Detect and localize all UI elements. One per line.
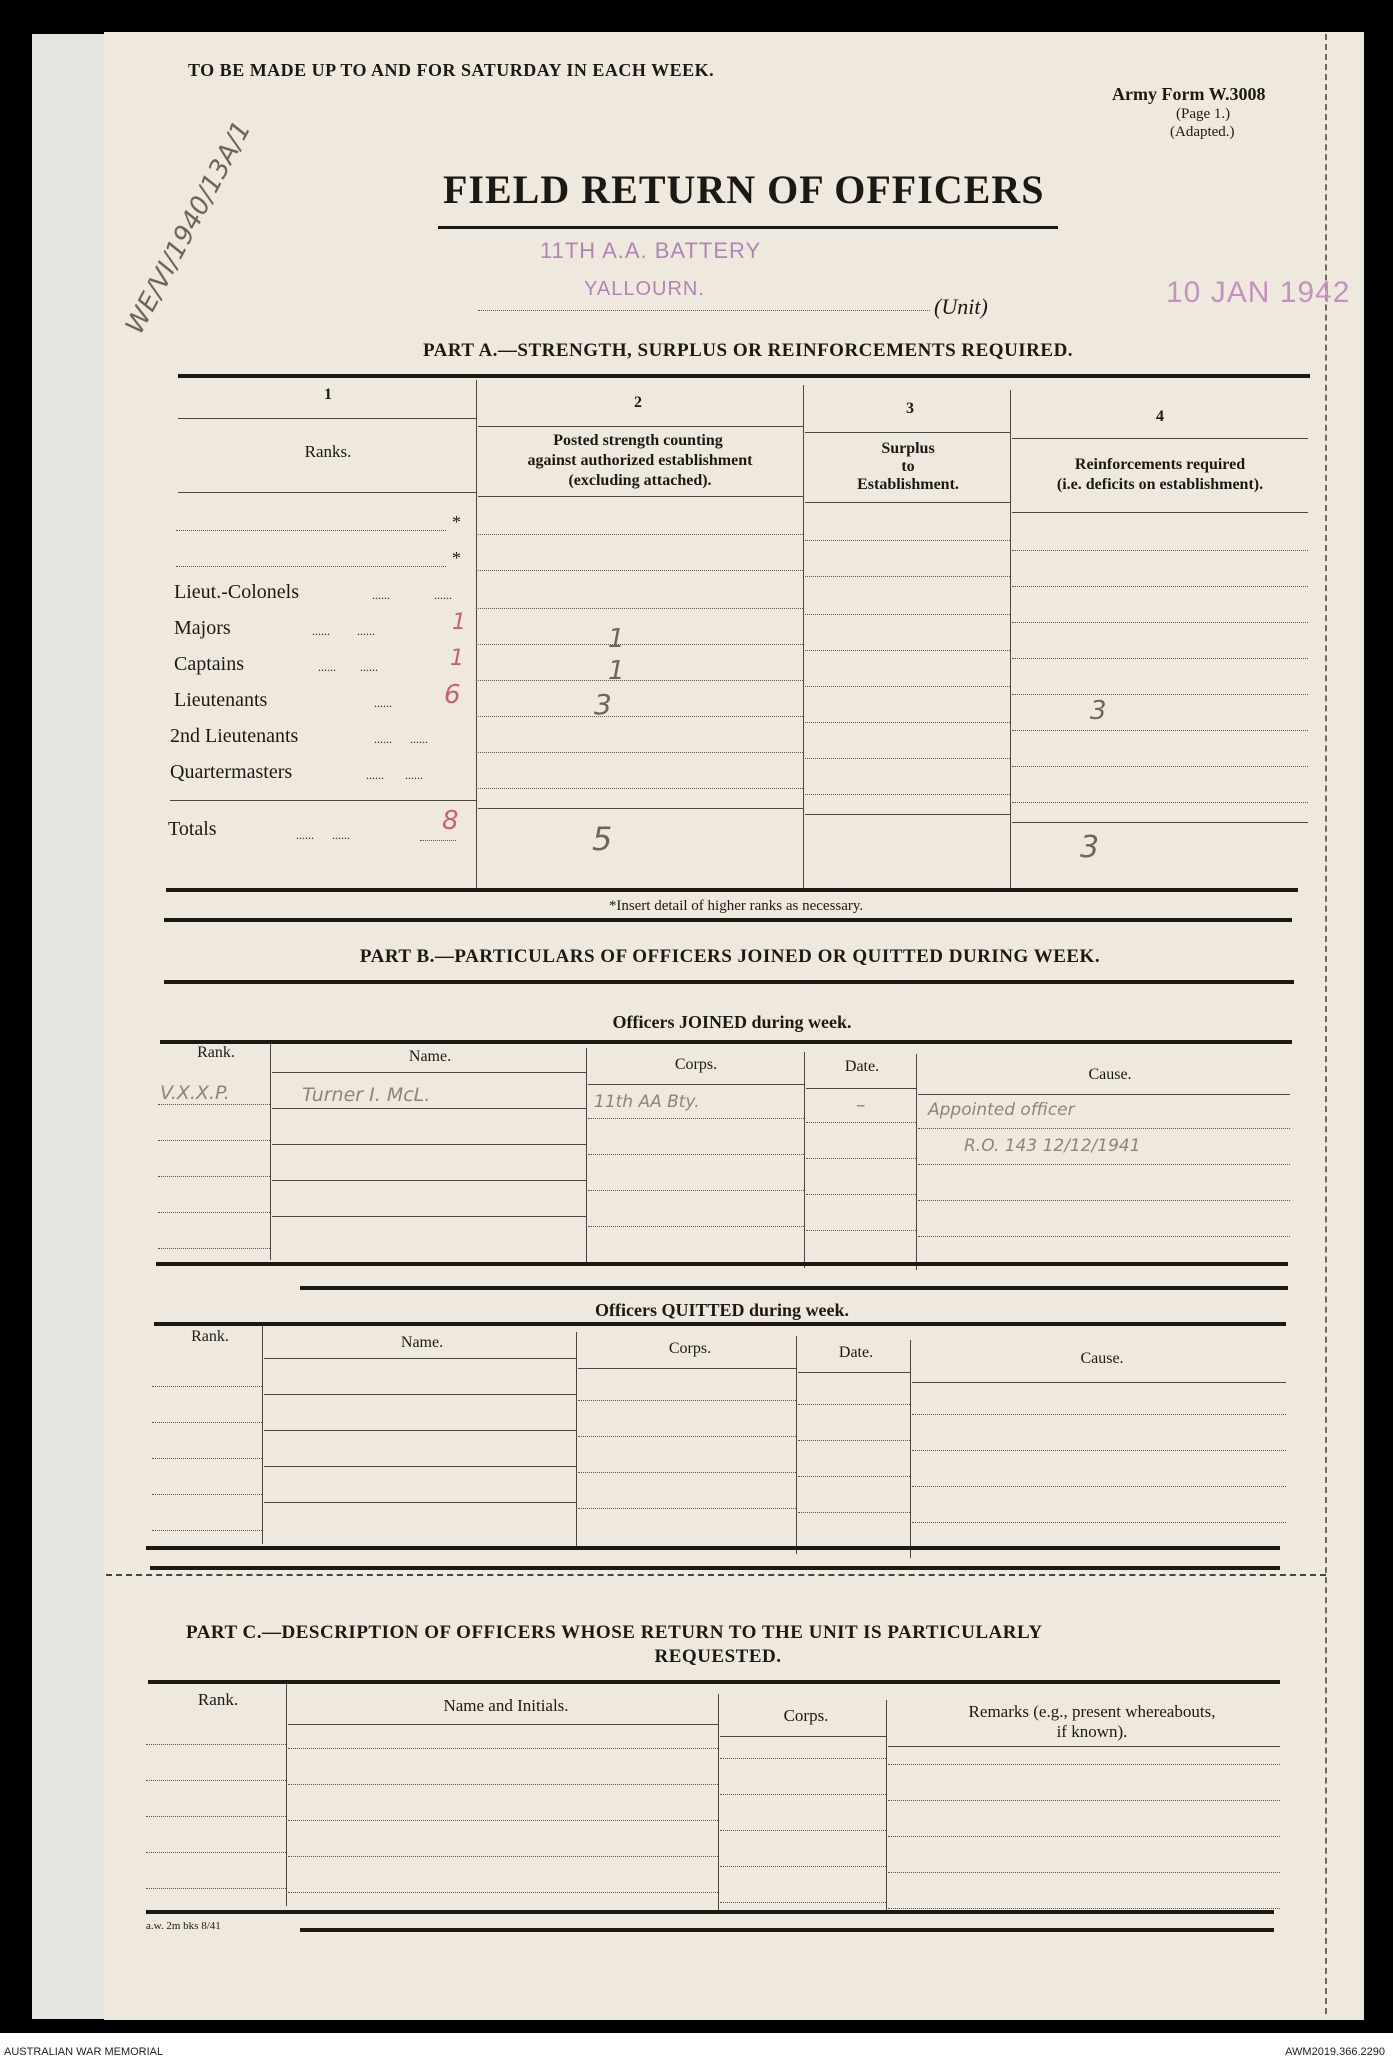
instruction-text: TO BE MADE UP TO AND FOR SATURDAY IN EACH WEEK. xyxy=(188,60,715,80)
part-c-row-rule xyxy=(720,1794,886,1795)
part-c-row-rule xyxy=(288,1892,718,1893)
part-c-row-rule xyxy=(288,1856,718,1857)
joined-row-rule xyxy=(806,1194,916,1195)
joined-header-cause: Cause. xyxy=(1088,1066,1132,1083)
quitted-row-rule xyxy=(264,1502,576,1503)
joined-row-rule xyxy=(588,1226,804,1227)
rank-leader-dots: ...... ...... xyxy=(312,624,375,638)
unit-stamp-line1: 11TH A.A. BATTERY xyxy=(540,238,762,263)
rank-leader-dots: ...... xyxy=(434,588,452,602)
part-c-header-corps: Corps. xyxy=(783,1706,829,1725)
print-code: a.w. 2m bks 8/41 xyxy=(146,1920,221,1932)
rank-leader-dots: ...... ...... xyxy=(318,660,378,674)
totals-leader-dots: ...... ...... xyxy=(296,828,350,842)
form-number: Army Form W.3008 xyxy=(1112,84,1266,104)
part-a-header-rule xyxy=(805,432,1010,433)
page-bottom-rule xyxy=(300,1928,1274,1932)
joined-header-rule xyxy=(918,1094,1290,1095)
joined-cause-entry-2: R.O. 143 12/12/1941 xyxy=(964,1136,1141,1156)
joined-row-rule xyxy=(918,1128,1290,1129)
joined-row-rule xyxy=(158,1104,270,1105)
quitted-row-rule xyxy=(152,1494,262,1495)
quitted-col-line xyxy=(576,1332,577,1550)
rank-leader-dots: ...... ...... xyxy=(366,768,423,782)
captains-establishment: 1 xyxy=(450,646,464,671)
captains-posted: 1 xyxy=(608,656,625,686)
part-c-row-rule xyxy=(888,1764,1280,1765)
part-a-header-bottom xyxy=(178,492,476,493)
joined-cause-entry-1: Appointed officer xyxy=(928,1100,1075,1120)
joined-header-rank: Rank. xyxy=(197,1044,235,1061)
part-a-header-bottom xyxy=(805,502,1010,503)
col-header-surplus-1: Surplus xyxy=(881,440,935,457)
part-a-header-rule xyxy=(478,426,803,427)
col-dotted-rule xyxy=(805,540,1010,541)
joined-col-line xyxy=(916,1054,917,1270)
part-a-col-line xyxy=(803,385,804,888)
archive-institution: AUSTRALIAN WAR MEMORIAL xyxy=(4,2046,164,2058)
quitted-top-separator xyxy=(300,1286,1288,1290)
quitted-header-rule xyxy=(264,1358,576,1359)
quitted-header-date: Date. xyxy=(838,1344,874,1361)
quitted-row-rule xyxy=(264,1466,576,1467)
part-c-row-rule xyxy=(720,1758,886,1759)
asterisk-1: * xyxy=(452,512,461,532)
col-dotted-rule xyxy=(805,686,1010,687)
col-number-2: 2 xyxy=(634,394,642,411)
quitted-header-rule xyxy=(912,1382,1286,1383)
joined-header-rule xyxy=(588,1084,804,1085)
joined-row-rule xyxy=(806,1122,916,1123)
form-page: (Page 1.) xyxy=(1176,106,1231,122)
part-c-col-line xyxy=(286,1684,287,1906)
col-dotted-rule xyxy=(1012,766,1308,767)
quitted-header-rule xyxy=(798,1372,910,1373)
quitted-header-cause: Cause. xyxy=(1080,1350,1124,1367)
joined-date-entry: – xyxy=(856,1094,866,1116)
unit-label: (Unit) xyxy=(934,294,988,319)
tear-off-line xyxy=(106,1574,1326,1576)
quitted-row-rule xyxy=(578,1436,796,1437)
rank-leader-dots: ...... ...... xyxy=(374,732,428,746)
joined-top-rule xyxy=(160,1040,1292,1044)
quitted-row-rule xyxy=(912,1522,1286,1523)
quitted-row-rule xyxy=(152,1530,262,1531)
totals-label: Totals xyxy=(168,818,217,840)
col-dotted-rule xyxy=(478,608,803,609)
col-header-reinforcements-2: (i.e. deficits on establishment). xyxy=(1056,476,1264,493)
rank-lieutenants: Lieutenants xyxy=(174,689,268,711)
part-a-footnote-rule xyxy=(164,918,1292,922)
form-adapted: (Adapted.) xyxy=(1170,124,1235,140)
part-c-header-name: Name and Initials. xyxy=(443,1696,569,1715)
joined-row-rule xyxy=(806,1158,916,1159)
part-c-bottom-rule xyxy=(146,1910,1274,1914)
part-c-row-rule xyxy=(146,1852,286,1853)
quitted-header-rule xyxy=(578,1368,796,1369)
page-title: FIELD RETURN OF OFFICERS xyxy=(443,167,1045,212)
part-c-row-rule xyxy=(888,1800,1280,1801)
archive-accession: AWM2019.366.2290 xyxy=(1285,2046,1385,2058)
joined-bottom-rule xyxy=(156,1262,1288,1266)
joined-corps-entry: 11th AA Bty. xyxy=(594,1092,700,1112)
rank-majors: Majors xyxy=(174,617,231,639)
totals-top-rule xyxy=(170,800,476,801)
quitted-row-rule xyxy=(798,1440,910,1441)
joined-col-line xyxy=(586,1048,587,1264)
col-dotted-rule xyxy=(805,614,1010,615)
col-number-4: 4 xyxy=(1156,408,1164,425)
part-c-col-line xyxy=(718,1694,719,1910)
part-c-header-rule xyxy=(888,1746,1280,1747)
quitted-row-rule xyxy=(152,1422,262,1423)
quitted-top-rule xyxy=(154,1322,1286,1326)
quitted-row-rule xyxy=(578,1508,796,1509)
part-c-top-rule xyxy=(148,1680,1280,1684)
col-dotted-rule xyxy=(478,570,803,571)
totals-top-rule xyxy=(805,814,1010,815)
totals-reinforcements: 3 xyxy=(1080,830,1100,865)
majors-posted: 1 xyxy=(608,624,625,654)
col-dotted-rule xyxy=(805,758,1010,759)
col-dotted-rule xyxy=(1012,730,1308,731)
col-header-posted-1: Posted strength counting xyxy=(553,432,723,449)
quitted-row-rule xyxy=(152,1386,262,1387)
joined-row-rule xyxy=(918,1236,1290,1237)
part-a-col-line xyxy=(1010,390,1011,888)
quitted-row-rule xyxy=(578,1472,796,1473)
part-c-header-remarks-2: if known). xyxy=(1056,1722,1128,1741)
joined-row-rule xyxy=(806,1230,916,1231)
joined-header-name: Name. xyxy=(408,1048,452,1065)
col-number-3: 3 xyxy=(906,400,914,417)
part-c-row-rule xyxy=(888,1908,1280,1909)
quitted-row-rule xyxy=(578,1400,796,1401)
joined-row-rule xyxy=(272,1180,586,1181)
asterisk-2: * xyxy=(452,548,461,568)
joined-header-corps: Corps. xyxy=(674,1056,718,1073)
quitted-row-rule xyxy=(912,1450,1286,1451)
joined-row-rule xyxy=(272,1144,586,1145)
quitted-row-rule xyxy=(152,1458,262,1459)
quitted-col-line xyxy=(796,1336,797,1554)
part-c-col-line xyxy=(886,1700,887,1914)
part-c-row-rule xyxy=(146,1744,286,1745)
joined-row-rule xyxy=(158,1248,270,1249)
joined-header-rule xyxy=(806,1088,916,1089)
col-header-ranks: Ranks. xyxy=(304,442,352,461)
part-c-row-rule xyxy=(720,1902,886,1903)
margin-note: WE/VI/1940/13A/1 xyxy=(120,116,258,340)
quitted-row-rule xyxy=(912,1414,1286,1415)
part-c-row-rule xyxy=(146,1888,286,1889)
quitted-row-rule xyxy=(798,1476,910,1477)
part-b-bottom-rule xyxy=(150,1566,1280,1570)
quitted-row-rule xyxy=(264,1430,576,1431)
col-dotted-rule xyxy=(1012,622,1308,623)
part-a-footnote: *Insert detail of higher ranks as necessary. xyxy=(608,898,864,914)
lieutenants-establishment: 6 xyxy=(444,680,461,710)
joined-row-rule xyxy=(918,1200,1290,1201)
joined-row-rule xyxy=(588,1190,804,1191)
quitted-header-corps: Corps. xyxy=(668,1340,712,1357)
rank-leader-dots: ...... xyxy=(374,696,392,710)
joined-row-rule xyxy=(272,1108,586,1109)
part-b-title: PART B.—PARTICULARS OF OFFICERS JOINED OR QUITTED DURING WEEK. xyxy=(359,946,1101,967)
part-c-row-rule xyxy=(720,1866,886,1867)
totals-top-rule xyxy=(478,808,803,809)
joined-row-rule xyxy=(158,1212,270,1213)
quitted-row-rule xyxy=(798,1512,910,1513)
joined-row-rule xyxy=(272,1216,586,1217)
col-dotted-rule xyxy=(1012,550,1308,551)
custom-rank-dotted-line xyxy=(176,530,446,531)
quitted-col-line xyxy=(910,1340,911,1558)
quitted-row-rule xyxy=(912,1486,1286,1487)
col-number-1: 1 xyxy=(324,386,332,403)
part-a-bottom-rule xyxy=(166,888,1298,892)
part-a-top-rule xyxy=(178,374,1310,378)
joined-rank-entry: V.X.X.P. xyxy=(160,1082,230,1104)
col-header-posted-2: against authorized establishment xyxy=(527,452,753,469)
col-dotted-rule xyxy=(805,794,1010,795)
lieutenants-posted: 3 xyxy=(594,688,612,721)
archive-footer-bar xyxy=(0,2033,1393,2061)
part-c-header-rule xyxy=(720,1736,886,1737)
part-a-header-bottom xyxy=(478,496,803,497)
part-c-row-rule xyxy=(288,1748,718,1749)
majors-establishment: 1 xyxy=(452,610,466,635)
part-c-title-line1: PART C.—DESCRIPTION OF OFFICERS WHOSE RETURN TO THE UNIT IS PARTICULARLY xyxy=(186,1622,1043,1643)
part-c-title-line2: REQUESTED. xyxy=(654,1646,782,1667)
col-dotted-rule xyxy=(478,644,803,645)
col-header-posted-3: (excluding attached). xyxy=(568,472,712,489)
quitted-col-line xyxy=(262,1326,263,1544)
perforated-edge xyxy=(1325,34,1327,2014)
joined-name-entry: Turner I. McL. xyxy=(302,1084,431,1106)
date-stamp: 10 JAN 1942 xyxy=(1166,276,1351,309)
unit-stamp-line2: YALLOURN. xyxy=(584,278,705,300)
col-dotted-rule xyxy=(478,752,803,753)
col-header-surplus-2: to xyxy=(901,458,915,475)
col-dotted-rule xyxy=(1012,586,1308,587)
title-underline xyxy=(438,226,1058,229)
quitted-bottom-rule xyxy=(146,1546,1280,1550)
quitted-row-rule xyxy=(264,1394,576,1395)
part-c-row-rule xyxy=(288,1820,718,1821)
quitted-header-name: Name. xyxy=(400,1334,444,1351)
col-dotted-rule xyxy=(1012,802,1308,803)
unit-dotted-line xyxy=(478,310,930,311)
part-a-col-line xyxy=(476,380,477,888)
part-a-header-bottom xyxy=(1012,512,1308,513)
joined-title: Officers JOINED during week. xyxy=(612,1012,852,1032)
custom-rank-dotted-line xyxy=(176,566,446,567)
col-dotted-rule xyxy=(805,722,1010,723)
rank-2nd-lieutenants: 2nd Lieutenants xyxy=(170,725,299,747)
part-a-header-rule xyxy=(178,418,476,419)
joined-col-line xyxy=(270,1044,271,1260)
part-c-row-rule xyxy=(146,1816,286,1817)
part-c-row-rule xyxy=(720,1830,886,1831)
col-dotted-rule xyxy=(478,788,803,789)
totals-establishment: 8 xyxy=(442,806,459,836)
part-c-row-rule xyxy=(288,1784,718,1785)
joined-row-rule xyxy=(588,1118,804,1119)
totals-posted: 5 xyxy=(592,820,613,858)
joined-header-date: Date. xyxy=(844,1058,880,1075)
joined-col-line xyxy=(804,1052,805,1268)
quitted-row-rule xyxy=(798,1404,910,1405)
part-c-header-rank: Rank. xyxy=(197,1690,239,1709)
col-header-reinforcements-1: Reinforcements required xyxy=(1074,456,1246,473)
col-dotted-rule xyxy=(478,534,803,535)
col-dotted-rule xyxy=(478,716,803,717)
totals-establishment-underline xyxy=(420,840,456,841)
part-c-header-remarks-1: Remarks (e.g., present whereabouts, xyxy=(968,1702,1216,1721)
part-b-top-rule xyxy=(164,980,1294,984)
col-dotted-rule xyxy=(1012,694,1308,695)
part-c-row-rule xyxy=(888,1872,1280,1873)
joined-row-rule xyxy=(158,1176,270,1177)
part-a-title: PART A.—STRENGTH, SURPLUS OR REINFORCEMENTS REQUIRED. xyxy=(422,340,1074,361)
col-dotted-rule xyxy=(478,680,803,681)
totals-top-rule xyxy=(1012,822,1308,823)
joined-header-rule xyxy=(272,1072,586,1073)
rank-captains: Captains xyxy=(174,653,244,675)
joined-row-rule xyxy=(158,1140,270,1141)
lieutenants-reinforcements: 3 xyxy=(1090,696,1107,726)
col-dotted-rule xyxy=(805,576,1010,577)
part-a-header-rule xyxy=(1012,438,1308,439)
rank-quartermasters: Quartermasters xyxy=(170,761,293,783)
part-c-row-rule xyxy=(146,1780,286,1781)
quitted-title: Officers QUITTED during week. xyxy=(595,1300,849,1320)
joined-row-rule xyxy=(918,1164,1290,1165)
col-dotted-rule xyxy=(1012,658,1308,659)
part-c-row-rule xyxy=(888,1836,1280,1837)
col-dotted-rule xyxy=(805,650,1010,651)
quitted-header-rank: Rank. xyxy=(191,1328,229,1345)
rank-lieut-colonels: Lieut.-Colonels xyxy=(174,581,299,603)
col-header-surplus-3: Establishment. xyxy=(857,476,959,493)
part-c-header-rule xyxy=(288,1724,718,1725)
joined-row-rule xyxy=(588,1154,804,1155)
rank-leader-dots: ...... xyxy=(372,588,390,602)
